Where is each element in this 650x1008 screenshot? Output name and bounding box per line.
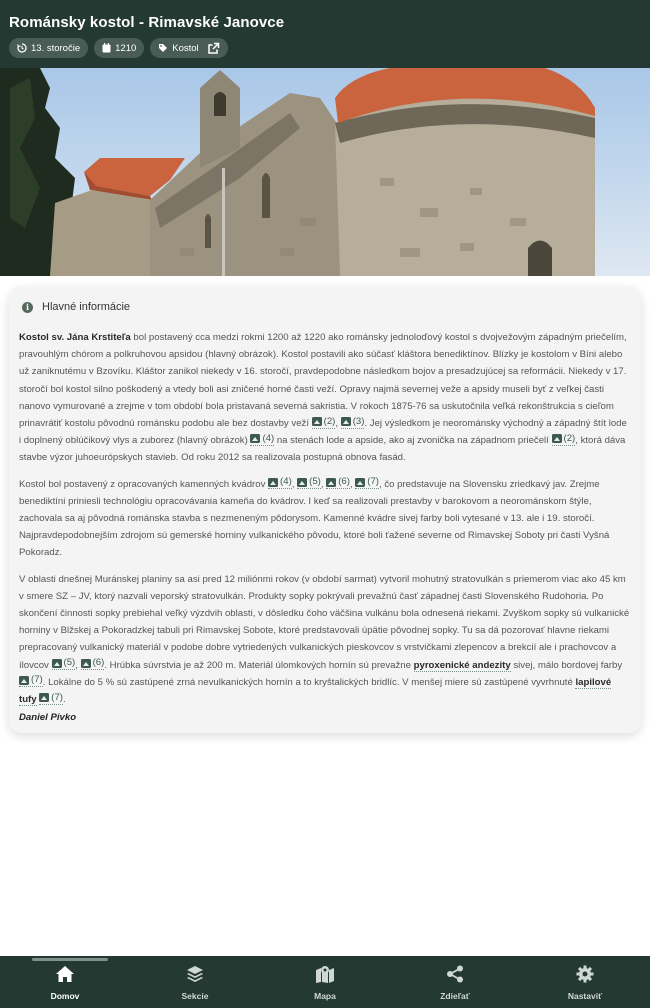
image-link[interactable]: (6)	[81, 657, 105, 670]
home-icon	[55, 965, 75, 988]
image-icon	[268, 478, 278, 487]
calendar-icon	[102, 43, 111, 53]
nav-settings[interactable]	[520, 956, 650, 1008]
image-link[interactable]: (5)	[52, 657, 76, 670]
nav-sections[interactable]	[130, 956, 260, 1008]
image-icon	[552, 434, 562, 443]
image-link[interactable]: (2)	[312, 416, 336, 429]
image-icon	[19, 676, 29, 685]
history-icon	[17, 43, 27, 53]
image-icon	[39, 693, 49, 702]
tag-icon	[158, 43, 168, 53]
card-header	[19, 299, 631, 315]
nav-map-label: Mapa	[314, 991, 336, 1001]
image-link[interactable]: (4)	[250, 433, 274, 446]
century-chip[interactable]	[9, 38, 88, 58]
nav-map[interactable]	[260, 956, 390, 1008]
gear-icon	[576, 965, 594, 988]
layers-icon	[186, 965, 204, 988]
category-chip[interactable]	[150, 38, 227, 58]
image-icon	[250, 434, 260, 443]
bottom-navigation	[0, 956, 650, 1008]
top-header	[0, 0, 650, 68]
year-chip[interactable]	[94, 38, 144, 58]
info-icon: i	[22, 302, 33, 313]
image-link[interactable]: (7)	[355, 476, 379, 489]
nav-settings-label: Nastaviť	[567, 991, 603, 1001]
share-icon	[446, 965, 464, 988]
card-body	[19, 329, 631, 726]
image-icon	[297, 478, 307, 487]
image-link[interactable]: (7)	[39, 692, 63, 705]
main-info-card	[9, 287, 641, 733]
card-title: Hlavné informácie	[42, 301, 131, 313]
year-chip-label: 1210	[115, 42, 137, 54]
glossary-term-pyroxene-andesite[interactable]: pyroxenické andezity	[413, 659, 511, 671]
image-icon	[52, 659, 62, 668]
nav-sections-label: Sekcie	[181, 991, 209, 1001]
author-name: Daniel Pivko	[19, 712, 77, 724]
image-link[interactable]: (3)	[341, 416, 365, 429]
page-title: Románsky kostol - Rimavské Janovce	[9, 14, 285, 31]
paragraph-material: Kostol bol postavený z opracovaných kamenných kvádrov (4) , (5) , (6) , (7) , čo predstavuje na Slovensku zriedkavý jav. Zrejme benediktíni priniesli technológiu opracovávania kameňa do kvádrov. I keď sa realizovali prestavby v barokovom a neorománskom štýle, zachovala sa aj pôvodná románska stavba s nezmeneným pôdorysom. Kamenné kvádre sivej farby boli vytesané v 13. ale i 19. storočí. Najpravdepodobnejším zdrojom sú gemerské horniny vulkanického pôvodu, ktoré boli ťažené severne od Rimavskej Soboty pri časti Vyšná Pokoradz.	[19, 476, 610, 559]
nav-share-label: Zdieľať	[440, 991, 470, 1001]
chip-row	[9, 38, 641, 58]
image-link[interactable]: (6)	[326, 476, 350, 489]
image-icon	[312, 417, 322, 426]
category-chip-label: Kostol	[172, 42, 199, 54]
image-icon	[326, 478, 336, 487]
hero-image[interactable]	[0, 68, 650, 276]
image-link[interactable]: (7)	[19, 674, 43, 687]
image-link[interactable]: (4)	[268, 476, 292, 489]
glossary-term-lapilli-tuff[interactable]: lapilové tufy	[19, 676, 612, 706]
image-link[interactable]: (2)	[552, 433, 576, 446]
paragraph-history: Kostol sv. Jána Krstiteľa bol postavený cca medzi rokmi 1200 až 1220 ako románsky jednoloďový kostol s dvojvežovým západným priečelím, pravouhlým chórom a polkruhovou apsidou (hlavný obrázok). Kostol postavili ako súčasť kláštora benediktínov. Blízky je kostolom v Bíni alebo už zaniknutému v Bzovíku. Kláštor zanikol niekedy v 16. storočí, pravdepodobne následkom bojov a presadzujúcej sa reformácii. Niekedy v 17. storočí bol kostol silno poškodený a vtedy boli asi zničené horné časti veží. Opravy najmä severnej veže a apsidy museli byť z veľkej časti nanovo vymurované a zrejme v tom období bola pristavaná severná sakristia. V rokoch 1875-76 sa uskutočnila veľká rekonštrukcia s cieľom prinavrátiť kostolu pôvodnú románsku podobu ale bez dostavby veží (2) , (3) . Jej výsledkom je neorománsky východný a západný štít lode i doplnený oblúčikový vlys a zuborez (hlavný obrázok) (4) na stenách lode a apside, ako aj zvonička na západnom priečelí (2) , ktorá dáva stavbe výzor juhoeurópskych stavieb. Od roku 2012 sa realizovala postupná obnova fasád.	[19, 332, 627, 464]
image-icon	[341, 417, 351, 426]
century-chip-label: 13. storočie	[31, 42, 81, 54]
image-icon	[355, 478, 365, 487]
paragraph-geology: V oblasti dnešnej Muránskej planiny sa asi pred 12 miliónmi rokov (v období sarmat) vytvoril mohutný stratovulkán s priemerom viac ako 45 km v smere SZ – JV, ktorý nazvali veporský stratovulkán. Produkty sopky pokrývali prevažnú časť západnej časti Slovenského Rudohoria. Po skončení činnosti sopky prebiehal veľký výzdvih oblasti, v dôsledku čoho väčšina vulkánu bola odnesená riekami. Zvyškom sopky sú vulkanické horniny v Blžskej a Pokoradzkej tabuli pri Rimavskej Sobote, ktoré predstavovali úpätie pôvodnej sopky. Tu sa dá pozorovať hlavne riekami prepracovaný vulkanický materiál v podobe dobre vytriedených vulkanických pieskovcov s vrstvičkami zlepencov a brekcií ale i prachovcov a ílovcov (5) , (6) . Hrúbka súvrstvia je až 200 m. Materiál úlomkových hornín sú prevažne pyroxenické andezity sivej, málo bordovej farby (7) . Lokálne do 5 % sú zastúpené zrná nevulkanických hornín a to kryštalických bridlíc. V menšej miere sú zastúpené vyvrhnuté lapilové tufy (7) .	[19, 573, 630, 706]
nav-home-label: Domov	[50, 991, 80, 1001]
church-name: Kostol sv. Jána Krstiteľa	[19, 332, 131, 343]
image-link[interactable]: (5)	[297, 476, 321, 489]
external-link-icon[interactable]	[207, 42, 220, 55]
nav-share[interactable]	[390, 956, 520, 1008]
image-icon	[81, 659, 91, 668]
nav-home[interactable]	[0, 956, 130, 1008]
map-icon	[315, 965, 335, 988]
